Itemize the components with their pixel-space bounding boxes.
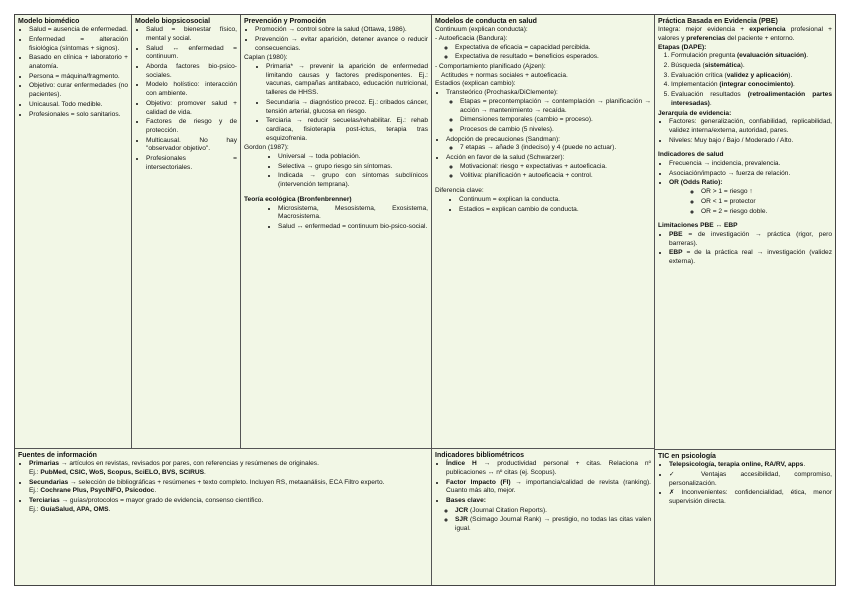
- integra-bold: experiencia: [749, 26, 786, 34]
- fuentes-title: Fuentes de información: [18, 452, 97, 459]
- list-item: • Unicausal. Todo medible.: [29, 101, 128, 110]
- list-item: • Basado en clínica + laboratorio + anatomía.: [29, 54, 128, 71]
- fuentes-list: [18, 460, 428, 514]
- list-item: ◦ SJR (Scimago Journal Rank) → prestigio, no todas las citas valen igual.: [455, 516, 651, 533]
- list-item: • Estadios = explican cambio de conducta.: [459, 206, 651, 215]
- ottawa-list: [244, 26, 428, 53]
- list-item: • Factores de riesgo y de protección.: [146, 118, 237, 135]
- list-item: • Terciaria → reducir secuelas/rehabilitar. Ej.: rehab cardíaca, fisioterapia post-ictus, terapia tras esquizofrenia.: [266, 117, 428, 143]
- list-item: ◦ Dimensiones temporales (cambio = proceso).: [460, 116, 651, 125]
- list-item: ◦ JCR (Journal Citation Reports).: [455, 507, 651, 516]
- list-item: ◦ Volitiva: planificación + autoeficacia + control.: [460, 172, 651, 181]
- list-item: • Salud = bienestar físico, mental y social.: [146, 26, 237, 43]
- list-item: • Salud ↔ enfermedad = continuum.: [146, 45, 237, 62]
- cell-modelo-biomedico: [15, 15, 132, 449]
- gordon-title: Gordon (1987):: [244, 144, 289, 152]
- list-item: [446, 136, 651, 153]
- list-item: • Telepsicología, terapia online, RA/RV, apps.: [669, 461, 832, 470]
- gordon-list: [244, 153, 428, 190]
- list-item: • Asociación/impacto → fuerza de relación.: [669, 170, 832, 179]
- adopcion-title: Adopción de precauciones (Sandman):: [446, 135, 560, 143]
- ecologica-title: Teoría ecológica (Bronfenbrenner): [244, 195, 352, 203]
- estadios-list: [435, 89, 651, 181]
- ecologica-list: [244, 205, 428, 232]
- cell-indicadores-bibliometricos: [432, 449, 655, 585]
- list-item: 2. Búsqueda (sistemática).: [671, 62, 832, 71]
- autoeficacia-list: [435, 44, 651, 62]
- list-item: • ✗ Inconvenientes: confidencialidad, ética, menor supervisión directa.: [669, 489, 832, 506]
- list-item: • Microsistema, Mesosistema, Exosistema, Macrosistema.: [278, 205, 428, 222]
- list-item: • Aborda factores bio-psico-sociales.: [146, 63, 237, 80]
- list-item: • Selectiva → grupo riesgo sin síntomas.: [278, 163, 428, 172]
- list-item: • Primarias → artículos en revistas, revisados por pares, con referencias y resúmenes de originales. Ej.: PubMed, CSIC, WoS, Scopus, SciELO, BVS, SCIRUS.: [29, 460, 428, 477]
- transteorico-title: Transteórico (Prochaska/DiClemente):: [446, 89, 558, 97]
- list-item: • ✓ Ventajas accesibilidad, compromiso, personalización.: [669, 471, 832, 488]
- list-item: • Salud ↔ enfermedad = continuum bio-psico-social.: [278, 223, 428, 232]
- continuum-label: Continuum (explican conducta):: [435, 26, 528, 34]
- cell-tic-psicologia: [655, 449, 835, 585]
- list-item: • Universal → toda población.: [278, 153, 428, 162]
- list-item: • Bases clave:: [446, 497, 651, 506]
- list-item: ◦ Expectativa de eficacia = capacidad percibida.: [455, 44, 651, 53]
- list-item: • Secundarias → selección de bibliográficas + resúmenes + texto completo. Incluyen RS, metaanálisis, ECA Filtro experto. Ej.: Cochrane Plus, PsycINFO, Psicodoc.: [29, 479, 428, 496]
- diferencia-title: Diferencia clave:: [435, 187, 484, 195]
- integra-text: del paciente + entorno.: [725, 34, 795, 42]
- list-item: • Factor Impacto (FI) → importancia/calidad de revista (ranking). Cuanto más alto, mejor.: [446, 479, 651, 496]
- list-item: 3. Evaluación crítica (validez y aplicación).: [671, 72, 832, 81]
- pbe-integra: [658, 26, 832, 43]
- list-item: • Continuum = explican la conducta.: [459, 196, 651, 205]
- limitaciones-title: Limitaciones PBE ↔ EBP: [658, 222, 738, 230]
- transteorico-sublist: [446, 98, 651, 135]
- limitaciones-list: [658, 231, 832, 267]
- list-item: • Prevención → evitar aparición, detener avance o reducir consecuencias.: [255, 36, 428, 53]
- cell-fuentes-informacion: [15, 449, 432, 585]
- prevencion-title: Prevención y Promoción: [244, 18, 327, 25]
- list-item: ◦ Expectativa de resultado = beneficios esperados.: [455, 53, 651, 62]
- schwarzer-title: Acción en favor de la salud (Schwarzer):: [446, 154, 565, 162]
- bases-list: [435, 507, 651, 534]
- list-item: [669, 179, 832, 216]
- cell-prevencion-promocion: [241, 15, 432, 449]
- conducta-title: Modelos de conducta en salud: [435, 18, 537, 25]
- biopsicosocial-list: [135, 26, 237, 172]
- cell-modelos-conducta: [432, 15, 655, 449]
- list-item: • Frecuencia → incidencia, prevalencia.: [669, 160, 832, 169]
- indicadores-salud-list: [658, 160, 832, 216]
- tic-list: [658, 461, 832, 507]
- list-item: 5. Evaluación resultados (retroalimentación partes interesadas).: [671, 91, 832, 108]
- autoeficacia-title: - Autoeficacia (Bandura):: [435, 34, 508, 42]
- list-item: • Enfermedad = alteración fisiológica (síntomas + signos).: [29, 36, 128, 53]
- odds-ratio-title: OR (Odds Ratio):: [669, 179, 723, 187]
- biomedico-title: Modelo biomédico: [18, 18, 80, 25]
- odds-ratio-sublist: [669, 188, 832, 216]
- diferencia-list: [435, 196, 651, 214]
- ajzen-title: - Comportamiento planificado (Ajzen):: [435, 63, 546, 71]
- list-item: • Indicada → grupo con síntomas subclínicos (intervención temprana).: [278, 172, 428, 189]
- indicadores-salud-title: Indicadores de salud: [658, 151, 724, 159]
- jerarquia-title: Jerarquía de evidencia:: [658, 109, 732, 117]
- list-item: • Objetivo: curar enfermedades (no pacientes).: [29, 82, 128, 99]
- etapas-title: Etapas (DAPE):: [658, 43, 707, 51]
- list-item: • Profesionales = intersectoriales.: [146, 155, 237, 172]
- list-item: ◦ OR = 2 = riesgo doble.: [701, 208, 832, 217]
- list-item: [446, 89, 651, 135]
- cell-modelo-biopsicosocial: [132, 15, 241, 449]
- list-item: • Modelo holístico: interacción con ambiente.: [146, 81, 237, 98]
- list-item: • Salud = ausencia de enfermedad.: [29, 26, 128, 35]
- list-item: • Factores: generalización, confiabilidad, replicabilidad, validez interna/externa, autoridad, pares.: [669, 118, 832, 135]
- list-item: • Índice H → productividad personal + citas. Relaciona nº publicaciones ↔ nº citas (ej. Scopus).: [446, 460, 651, 477]
- list-item: • EBP = de la práctica real → investigación (validez externa).: [669, 249, 832, 266]
- caplan-list: [244, 63, 428, 143]
- list-item: ◦ Procesos de cambio (5 niveles).: [460, 126, 651, 135]
- list-item: 4. Implementación (integrar conocimiento).: [671, 81, 832, 90]
- list-item: ◦ OR > 1 = riesgo ↑: [701, 188, 832, 197]
- integra-bold: preferencias: [686, 34, 726, 42]
- list-item: • Secundaria → diagnóstico precoz. Ej.: cribados cáncer, tensión arterial, glucosa en riesgo.: [266, 99, 428, 116]
- list-item: • Multicausal. No hay "observador objetivo".: [146, 137, 237, 154]
- list-item: • Persona = máquina/fragmento.: [29, 73, 128, 82]
- tic-title: TIC en psicología: [658, 453, 716, 460]
- jerarquia-list: [658, 118, 832, 145]
- list-item: • Objetivo: promover salud + calidad de vida.: [146, 100, 237, 117]
- list-item: ◦ Etapas = precontemplación → contemplación → planificación → acción → mantenimiento → recaída.: [460, 98, 651, 115]
- list-item: • PBE = de investigación → práctica (rigor, pero barreras).: [669, 231, 832, 248]
- list-item: 1. Formulación pregunta (evaluación situación).: [671, 52, 832, 61]
- list-item: • Promoción → control sobre la salud (Ottawa, 1986).: [255, 26, 428, 35]
- list-item: • Primaria* → prevenir la aparición de enfermedad limitando causas y factores predisponentes. Ej.: vacunas, campañas antitabaco, educación nutricional, talleres de HHSS.: [266, 63, 428, 98]
- integra-text: Integra: mejor evidencia +: [658, 26, 750, 34]
- schwarzer-sublist: [446, 163, 651, 181]
- list-item: • Profesionales = solo sanitarios.: [29, 111, 128, 120]
- caplan-title: Caplan (1980):: [244, 54, 288, 62]
- biopsicosocial-title: Modelo biopsicosocial: [135, 18, 211, 25]
- integra-text: profesional + valores y: [658, 26, 832, 42]
- ajzen-text: Actitudes + normas sociales + autoeficacia.: [441, 71, 568, 79]
- biomedico-list: [18, 26, 128, 119]
- list-item: • Terciarias → guías/protocolos = mayor grado de evidencia, consenso científico. Ej.: GuíaSalud, APA, OMS.: [29, 497, 428, 514]
- summary-table: [14, 14, 836, 586]
- biblio-title: Indicadores bibliométricos: [435, 452, 525, 459]
- list-item: ◦ Motivacional: riesgo + expectativas + autoeficacia.: [460, 163, 651, 172]
- pbe-title: Práctica Basada en Evidencia (PBE): [658, 18, 778, 25]
- etapas-list: [658, 52, 832, 108]
- list-item: ◦ OR < 1 = protector: [701, 198, 832, 207]
- list-item: ◦ 7 etapas → añade 3 (indeciso) y 4 (puede no actuar).: [460, 144, 651, 153]
- adopcion-sublist: [446, 144, 651, 153]
- estadios-title: Estadios (explican cambio):: [435, 80, 516, 88]
- list-item: [446, 154, 651, 181]
- biblio-list: [435, 460, 651, 506]
- list-item: • Niveles: Muy bajo / Bajo / Moderado / Alto.: [669, 137, 832, 146]
